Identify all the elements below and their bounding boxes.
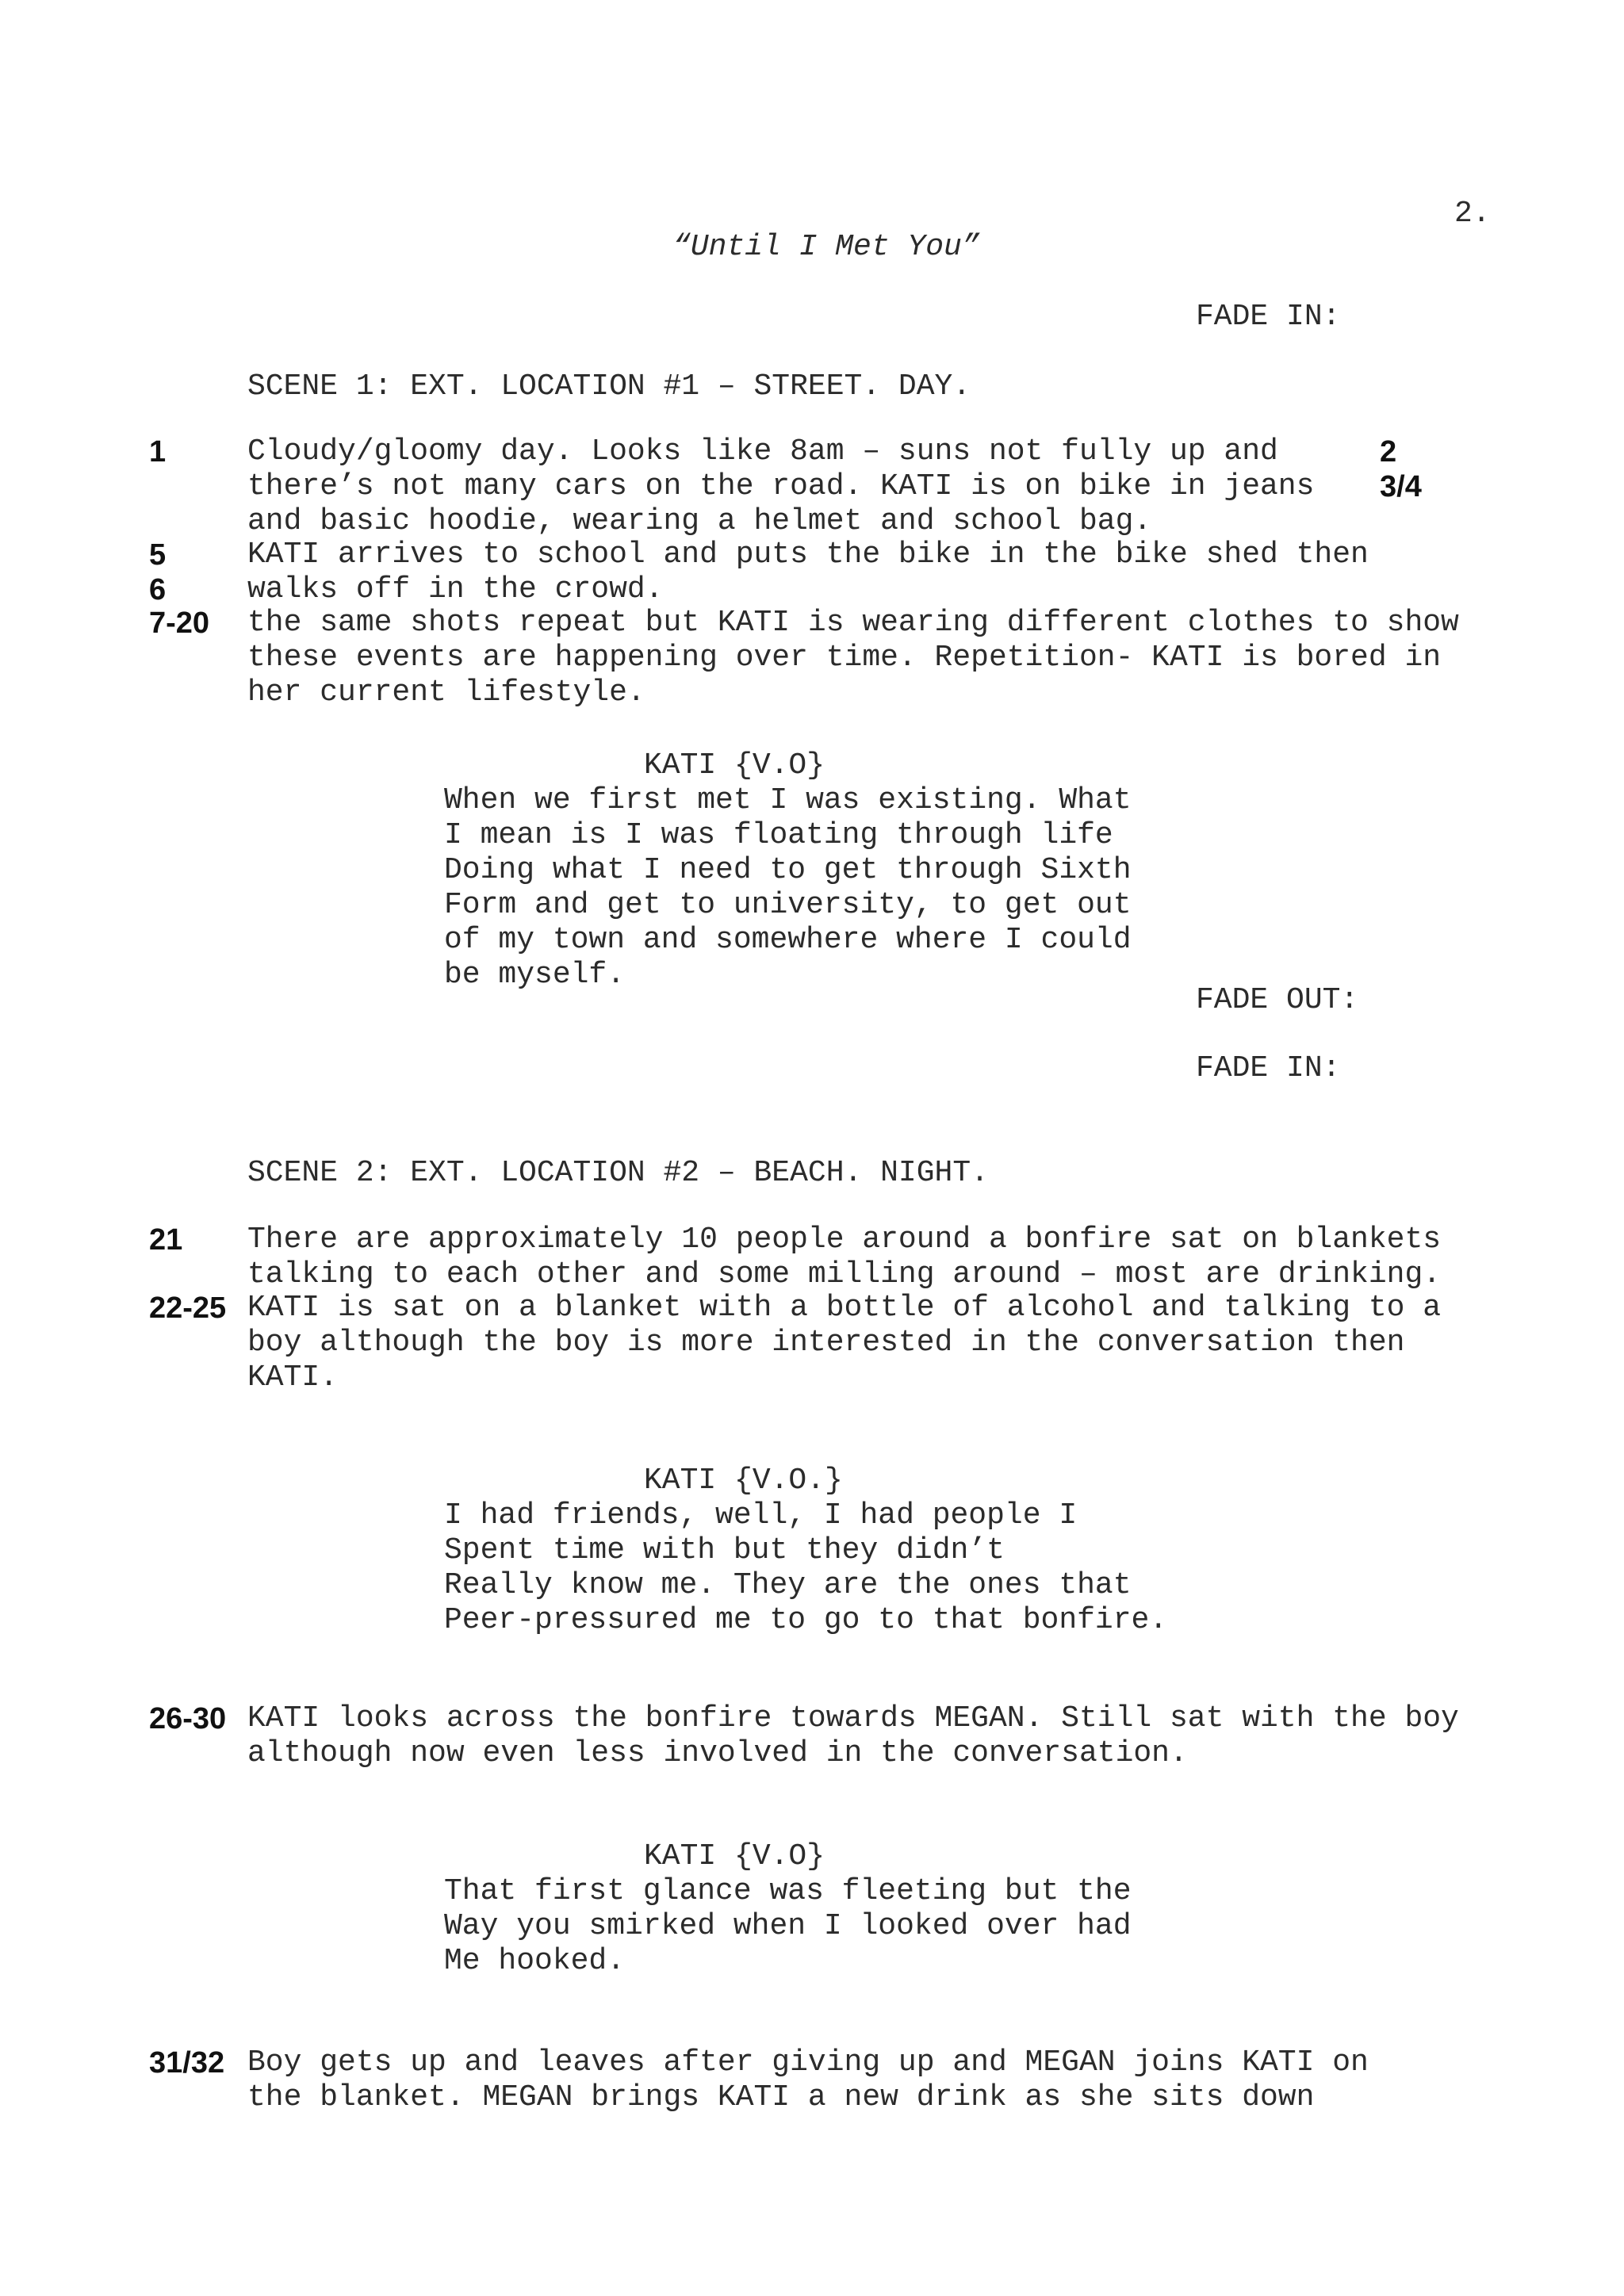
dialogue-line: Form and get to university, to get out: [444, 888, 1132, 922]
action-line: talking to each other and some milling around – most are drinking.: [247, 1257, 1442, 1292]
action-line: KATI.: [247, 1360, 339, 1395]
action-line: walks off in the crowd.: [247, 572, 664, 607]
action-paragraph: [247, 434, 1484, 539]
action-line: these events are happening over time. Repetition- KATI is bored in: [247, 641, 1442, 675]
dialogue-speaker: KATI {V.O}: [644, 748, 825, 783]
dialogue-line: Me hooked.: [444, 1944, 626, 1978]
action-paragraph: [247, 606, 1484, 710]
shot-number: 26-30: [149, 1702, 227, 1735]
action-line: KATI is sat on a blanket with a bottle of alcohol and talking to a: [247, 1291, 1442, 1325]
action-line: her current lifestyle.: [247, 675, 645, 710]
shot-number: 5: [149, 538, 167, 572]
dialogue-line: I mean is I was floating through life: [444, 818, 1113, 852]
action-paragraph: [247, 1701, 1484, 1771]
action-line: and basic hoodie, wearing a helmet and school bag.: [247, 504, 1152, 538]
script-title: “Until I Met You”: [672, 230, 980, 264]
shot-number: 21: [149, 1223, 183, 1257]
dialogue-speaker: KATI {V.O.}: [644, 1464, 843, 1498]
dialogue-line: be myself.: [444, 958, 626, 992]
action-line: There are approximately 10 people around a bonfire sat on blankets: [247, 1223, 1442, 1257]
shot-number: 3/4: [1380, 470, 1422, 503]
shot-number: 6: [149, 573, 167, 607]
action-paragraph: [247, 538, 1484, 607]
shot-number: 31/32: [149, 2046, 225, 2080]
dialogue-line: Doing what I need to get through Sixth: [444, 853, 1132, 887]
shot-number: 7-20: [149, 607, 210, 640]
dialogue-speaker: KATI {V.O}: [644, 1839, 825, 1873]
action-line: boy although the boy is more interested in the conversation then: [247, 1326, 1405, 1360]
transition-fade-out: FADE OUT:: [1196, 983, 1359, 1017]
scene-heading: SCENE 1: EXT. LOCATION #1 – STREET. DAY.: [247, 369, 971, 404]
action-line: although now even less involved in the conversation.: [247, 1736, 1188, 1770]
scene-heading: SCENE 2: EXT. LOCATION #2 – BEACH. NIGHT.: [247, 1156, 989, 1190]
page-number: 2.: [1454, 197, 1491, 231]
dialogue-block: [444, 1498, 1237, 1638]
action-paragraph: [247, 1291, 1484, 1395]
dialogue-block: [444, 1874, 1237, 1979]
dialogue-line: of my town and somewhere where I could: [444, 923, 1132, 957]
dialogue-line: When we first met I was existing. What: [444, 783, 1132, 817]
dialogue-block: [444, 783, 1237, 993]
shot-number: 1: [149, 435, 167, 469]
action-line: KATI arrives to school and puts the bike in the bike shed then: [247, 538, 1369, 572]
dialogue-line: Really know me. They are the ones that: [444, 1568, 1132, 1602]
dialogue-line: Spent time with but they didn’t: [444, 1533, 1005, 1567]
action-line: there’s not many cars on the road. KATI is on bike in jeans: [247, 469, 1315, 503]
action-paragraph: [247, 2045, 1484, 2115]
shot-number: 22-25: [149, 1292, 227, 1325]
transition-fade-in: FADE IN:: [1196, 1051, 1341, 1085]
action-line: Boy gets up and leaves after giving up and MEGAN joins KATI on: [247, 2045, 1369, 2080]
dialogue-line: Peer-pressured me to go to that bonfire.: [444, 1603, 1168, 1637]
action-line: the same shots repeat but KATI is wearing different clothes to show: [247, 606, 1459, 640]
shot-number: 2: [1380, 435, 1397, 469]
dialogue-line: Way you smirked when I looked over had: [444, 1909, 1132, 1943]
action-line: the blanket. MEGAN brings KATI a new drink as she sits down: [247, 2080, 1315, 2114]
transition-fade-in: FADE IN:: [1196, 300, 1341, 334]
action-line: KATI looks across the bonfire towards MEGAN. Still sat with the boy: [247, 1701, 1459, 1735]
dialogue-line: I had friends, well, I had people I: [444, 1498, 1078, 1533]
dialogue-line: That first glance was fleeting but the: [444, 1874, 1132, 1908]
action-paragraph: [247, 1223, 1484, 1292]
action-line: Cloudy/gloomy day. Looks like 8am – suns not fully up and: [247, 434, 1278, 469]
